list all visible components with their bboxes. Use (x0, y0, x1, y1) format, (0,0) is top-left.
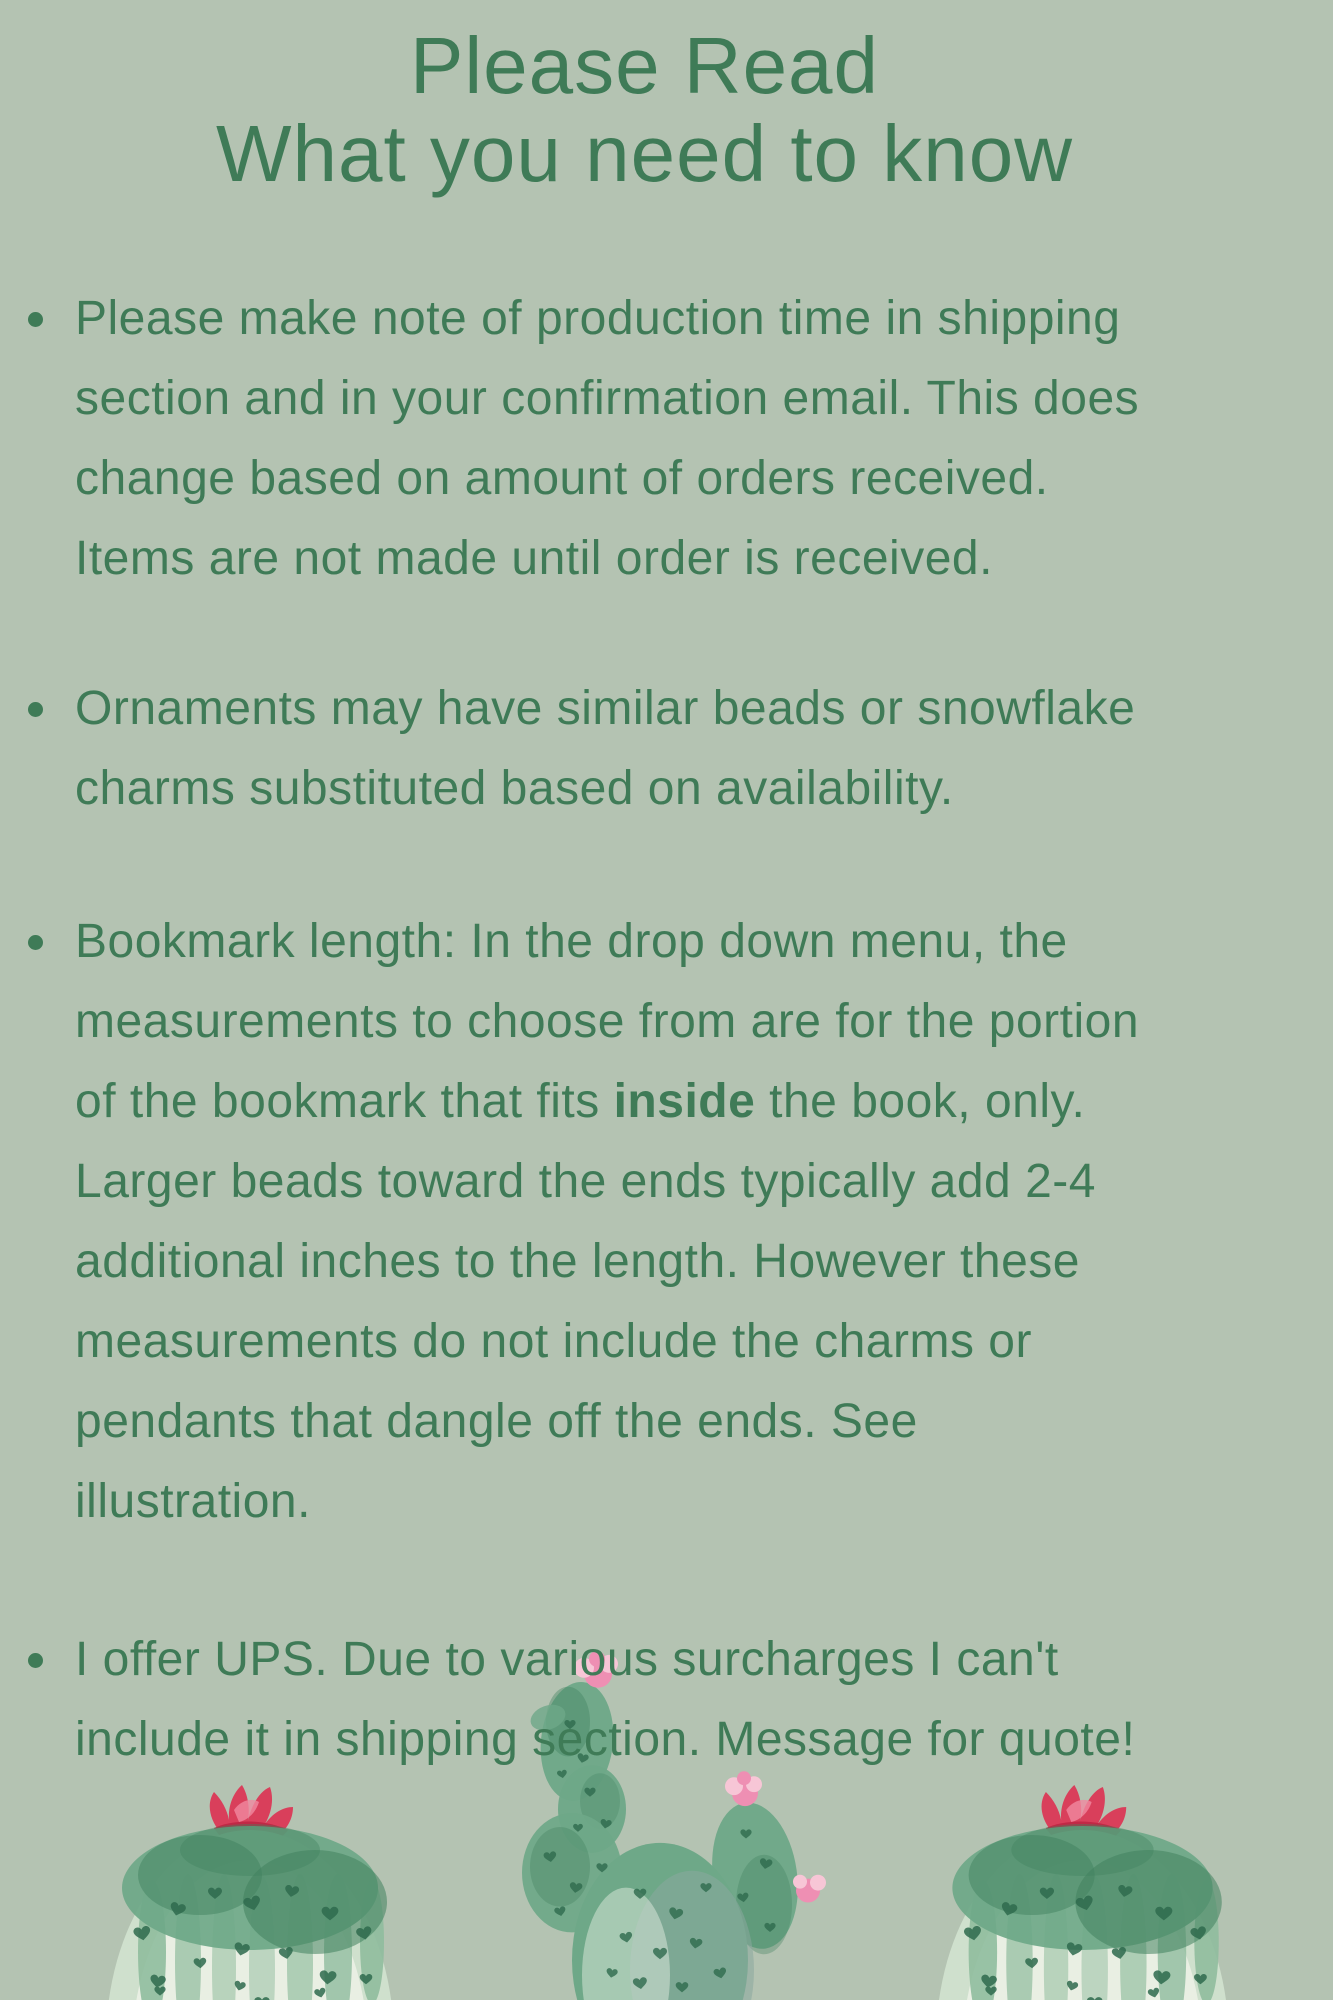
bullet-line: additional inches to the length. However these (75, 1235, 1080, 1288)
bullet-dot-icon (28, 935, 43, 950)
bullet-line: Larger beads toward the ends typically add 2-4 (75, 1155, 1096, 1208)
bullet-line: illustration. (75, 1475, 311, 1528)
bullet-line: change based on amount of orders received. (75, 452, 1049, 505)
bullet-line-text: the book, only. (755, 1075, 1086, 1128)
bold-word: inside (613, 1075, 756, 1128)
bullet-line: Please make note of production time in shipping (75, 292, 1121, 345)
bullet-line: measurements to choose from are for the portion (75, 995, 1140, 1048)
bullet-dot-icon (28, 1653, 43, 1668)
title-line-1: Please Read (409, 21, 880, 110)
barrel-cactus-right-illustration (930, 1780, 1235, 2000)
bullet-line: Ornaments may have similar beads or snowflake (75, 682, 1136, 735)
barrel-cactus-left-illustration (100, 1780, 400, 2000)
page-title (0, 22, 1333, 198)
pink-flower-icon (793, 1875, 826, 1903)
bullet-line (75, 1062, 1333, 1142)
bullet-dot-icon (28, 312, 43, 327)
bullet-line: measurements do not include the charms or (75, 1315, 1032, 1368)
bullet-line: pendants that dangle off the ends. See (75, 1395, 918, 1448)
bullet-line: I offer UPS. Due to various surcharges I can't (75, 1633, 1059, 1686)
bullet-dot-icon (28, 702, 43, 717)
bullet-line: Bookmark length: In the drop down menu, the (75, 915, 1068, 968)
list-item-bookmark-length (0, 902, 1333, 1542)
list-item-ornaments (0, 669, 1333, 829)
bullet-line-text: of the bookmark that fits (75, 1075, 614, 1128)
bullet-line: include it in shipping section. Message for quote! (75, 1713, 1136, 1766)
bullet-line: charms substituted based on availability. (75, 762, 954, 815)
list-item-ups-shipping (0, 1620, 1333, 1780)
info-list (0, 279, 1333, 1780)
bullet-line: Items are not made until order is received. (75, 532, 993, 585)
list-item-production-time (0, 279, 1333, 599)
title-line-2: What you need to know (215, 109, 1074, 198)
bullet-line: section and in your confirmation email. This does (75, 372, 1140, 425)
